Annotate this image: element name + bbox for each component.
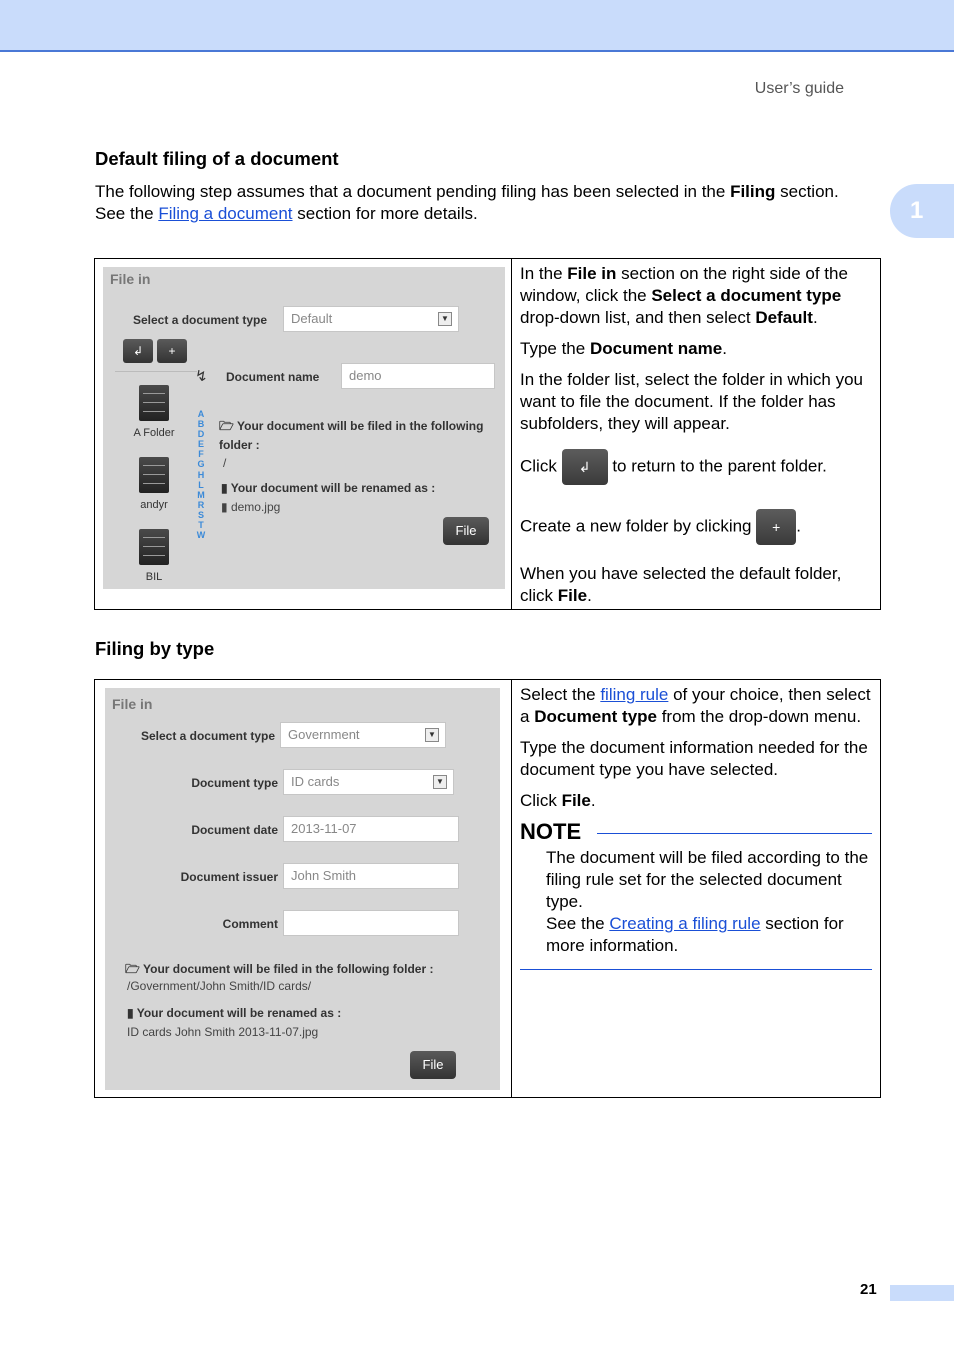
back-button-illustration: ↲: [562, 449, 608, 485]
panel-title: File in: [110, 271, 151, 287]
comment-input[interactable]: [283, 910, 459, 936]
folder-name[interactable]: A Folder: [133, 427, 175, 439]
filing-rule-link[interactable]: filing rule: [600, 685, 669, 704]
file-icon: ▮: [221, 481, 228, 495]
document-name-input[interactable]: demo: [341, 363, 495, 389]
page-number: 21: [860, 1281, 877, 1298]
step-text: Type the Document name.: [520, 339, 727, 358]
folder-icon: 🗁: [219, 419, 234, 433]
docdate-input[interactable]: 2013-11-07: [283, 816, 459, 842]
docdate-label: Document date: [191, 823, 278, 837]
filed-info: 🗁 Your document will be filed in the following folder :: [219, 419, 484, 452]
folder-name[interactable]: BIL: [145, 571, 163, 583]
filing-a-document-link[interactable]: Filing a document: [158, 204, 293, 223]
chevron-down-icon: ▼: [438, 312, 452, 326]
file-in-panel: [103, 267, 505, 589]
chevron-down-icon: ▼: [425, 728, 439, 742]
renamed-value: ▮ demo.jpg: [221, 500, 281, 514]
issuer-label: Document issuer: [180, 870, 278, 884]
guide-label: User’s guide: [754, 80, 844, 97]
plus-button-illustration: +: [756, 509, 796, 545]
filed-path: /: [223, 456, 227, 470]
divider: [115, 371, 197, 372]
document-type-select[interactable]: Government ▼: [280, 722, 446, 748]
step-text: Type the document information needed for the document type you have selected.: [520, 738, 868, 779]
section-title-default-filing: Default filing of a document: [95, 148, 339, 169]
note-heading: NOTE: [520, 821, 872, 843]
divider: [520, 969, 872, 970]
select-type-label: Select a document type: [140, 729, 275, 743]
folder-cabinet-icon[interactable]: [139, 529, 169, 565]
sort-icon: ↯: [195, 368, 208, 385]
new-folder-button[interactable]: +: [157, 339, 187, 363]
file-button[interactable]: File: [443, 517, 489, 545]
intro-paragraph: The following step assumes that a document pending filing has been selected in the Filing section. See the Filing a document section for more details.: [95, 182, 839, 223]
select-type-label: Select a document type: [133, 313, 268, 327]
renamed-info: ▮ Your document will be renamed as :: [127, 1006, 342, 1020]
comment-label: Comment: [222, 917, 278, 931]
screenshot-cell: [95, 259, 512, 609]
instructions-cell: [512, 680, 880, 1097]
back-button[interactable]: ↲: [123, 339, 153, 363]
step-text: In the File in section on the right side of the window, click the Select a document type drop-down list, and then select Default.: [520, 264, 848, 327]
chapter-tab: 1: [890, 184, 954, 238]
renamed-info: ▮ Your document will be renamed as :: [221, 481, 436, 495]
chevron-down-icon: ▼: [433, 775, 447, 789]
step-text: In the folder list, select the folder in which you want to file the document. If the folder has subfolders, they will appear.: [520, 370, 864, 433]
step-table-default: [94, 258, 881, 610]
step-text: Click File.: [520, 791, 596, 810]
panel-title: File in: [112, 696, 153, 712]
filed-info: 🗁 Your document will be filed in the following folder :: [125, 962, 434, 976]
folder-icon: 🗁: [125, 962, 140, 976]
file-icon: ▮: [127, 1006, 134, 1020]
renamed-value: ID cards John Smith 2013-11-07.jpg: [127, 1025, 319, 1039]
file-in-panel: [105, 688, 500, 1090]
step-text: Create a new folder by clicking + .: [520, 509, 872, 545]
doctype-label: Document type: [191, 776, 278, 790]
document-name-label: Document name: [226, 370, 320, 384]
filed-path: /Government/John Smith/ID cards/: [127, 979, 312, 993]
alphabet-index[interactable]: A B D E F G H L M R S T W: [196, 409, 206, 541]
screenshot-cell: [95, 680, 512, 1097]
note-body: The document will be filed according to the filing rule set for the selected document type. See the Creating a filing rule section for more information.: [546, 848, 869, 955]
divider: [597, 833, 872, 834]
footer-band: [890, 1285, 954, 1301]
header-band: [0, 0, 954, 52]
creating-filing-rule-link[interactable]: Creating a filing rule: [609, 914, 761, 933]
step-text: Click ↲ to return to the parent folder.: [520, 449, 872, 485]
folder-cabinet-icon[interactable]: [139, 457, 169, 493]
file-button[interactable]: File: [410, 1051, 456, 1079]
step-text: When you have selected the default folder, click File.: [520, 564, 842, 605]
step-table-by-type: [94, 679, 881, 1098]
step-text: Select the filing rule of your choice, then select a Document type from the drop-down menu.: [520, 685, 871, 726]
section-title-filing-by-type: Filing by type: [95, 638, 215, 659]
document-type-select[interactable]: Default ▼: [283, 306, 459, 332]
issuer-input[interactable]: John Smith: [283, 863, 459, 889]
doctype-select[interactable]: ID cards ▼: [283, 769, 454, 795]
folder-name[interactable]: andyr: [140, 499, 168, 511]
instructions-cell: [512, 259, 880, 609]
file-icon: ▮: [221, 500, 228, 514]
folder-cabinet-icon[interactable]: [139, 385, 169, 421]
